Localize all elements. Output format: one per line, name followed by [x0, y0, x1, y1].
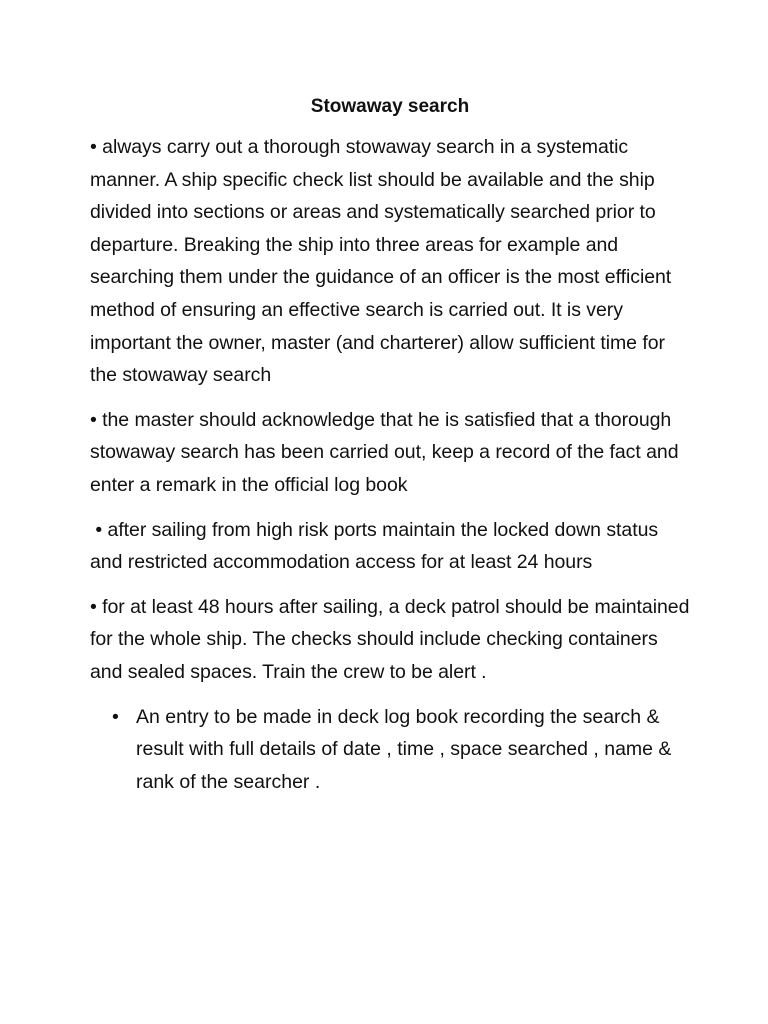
bullet-icon: •	[112, 705, 119, 728]
document-title: Stowaway search	[310, 96, 470, 117]
paragraph-search-procedure: • always carry out a thorough stowaway search in a systematic manner. A ship specific check list should be available and the ship divided into sections or areas and systematically searched prior to departure. Breaking the ship into three areas for example and searching them under the guidance of an officer is the most efficient method of ensuring an effective search is carried out. It is very important the owner, master (and charterer) allow sufficient time for the stowaway search	[90, 136, 672, 387]
list-item-text: An entry to be made in deck log book recording the search & result with full details of date , time , space searched , name & rank of the searcher .	[136, 705, 672, 793]
paragraph-deck-patrol: • for at least 48 hours after sailing, a deck patrol should be maintained for the whole ship. The checks should include checking containers and sealed spaces. Train the crew to be alert .	[90, 595, 690, 683]
paragraph-high-risk-ports: • after sailing from high risk ports maintain the locked down status and restricted accommodation access for at least 24 hours	[90, 518, 664, 574]
document-page	[90, 93, 690, 798]
list-item	[90, 701, 690, 799]
paragraph-master-acknowledgement: • the master should acknowledge that he is satisfied that a thorough stowaway search has been carried out, keep a record of the fact and enter a remark in the official log book	[90, 408, 679, 496]
bullet-list	[90, 701, 690, 799]
